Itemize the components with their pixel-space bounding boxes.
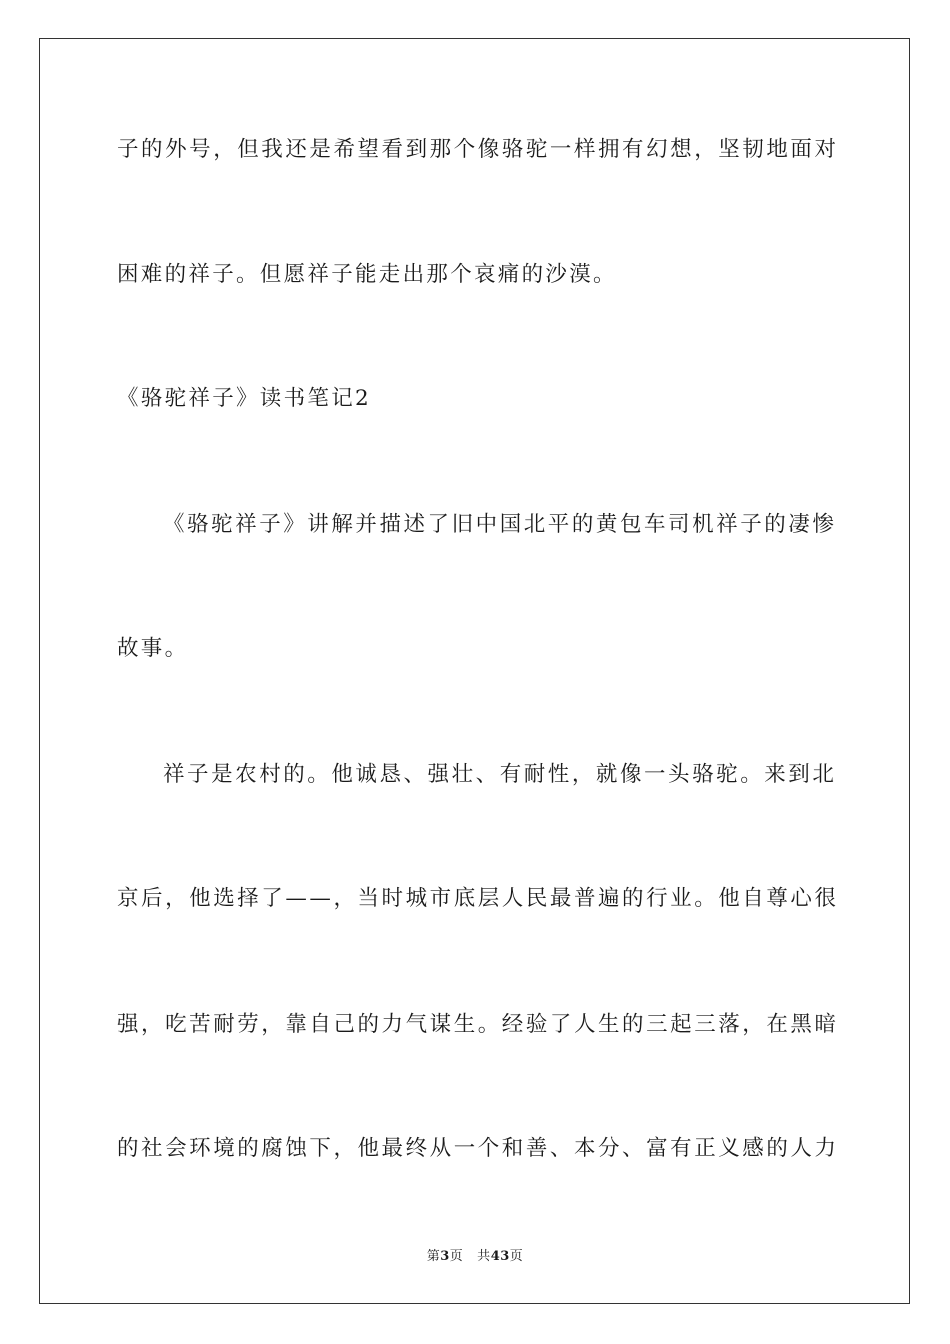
paragraph-2-line-4: 的社会环境的腐蚀下，他最终从一个和善、本分、富有正义感的人力 [117, 1136, 839, 1161]
footer-page-unit: 页 [449, 1249, 464, 1264]
section-heading: 《骆驼祥子》读书笔记2 [117, 386, 371, 411]
page-footer [0, 1248, 950, 1266]
paragraph-2-line-1: 祥子是农村的。他诚恳、强壮、有耐性，就像一头骆驼。来到北 [163, 762, 837, 787]
page-border [39, 38, 910, 1304]
paragraph-2-line-2: 京后，他选择了——，当时城市底层人民最普遍的行业。他自尊心很 [117, 886, 839, 911]
text-line-1: 子的外号，但我还是希望看到那个像骆驼一样拥有幻想，坚韧地面对 [117, 137, 839, 162]
text-line-2: 困难的祥子。但愿祥子能走出那个哀痛的沙漠。 [117, 262, 617, 287]
paragraph-1-line-2: 故事。 [117, 636, 189, 661]
paragraph-2-line-3: 强，吃苦耐劳，靠自己的力气谋生。经验了人生的三起三落，在黑暗 [117, 1012, 839, 1037]
footer-total-prefix: 共 [477, 1249, 491, 1264]
footer-total-pages: 43 [490, 1249, 510, 1264]
footer-prefix: 第 [426, 1249, 441, 1264]
footer-page-number: 3 [440, 1249, 450, 1264]
paragraph-1-line-1: 《骆驼祥子》讲解并描述了旧中国北平的黄包车司机祥子的凄惨 [163, 512, 837, 537]
footer-total-unit: 页 [509, 1249, 524, 1264]
